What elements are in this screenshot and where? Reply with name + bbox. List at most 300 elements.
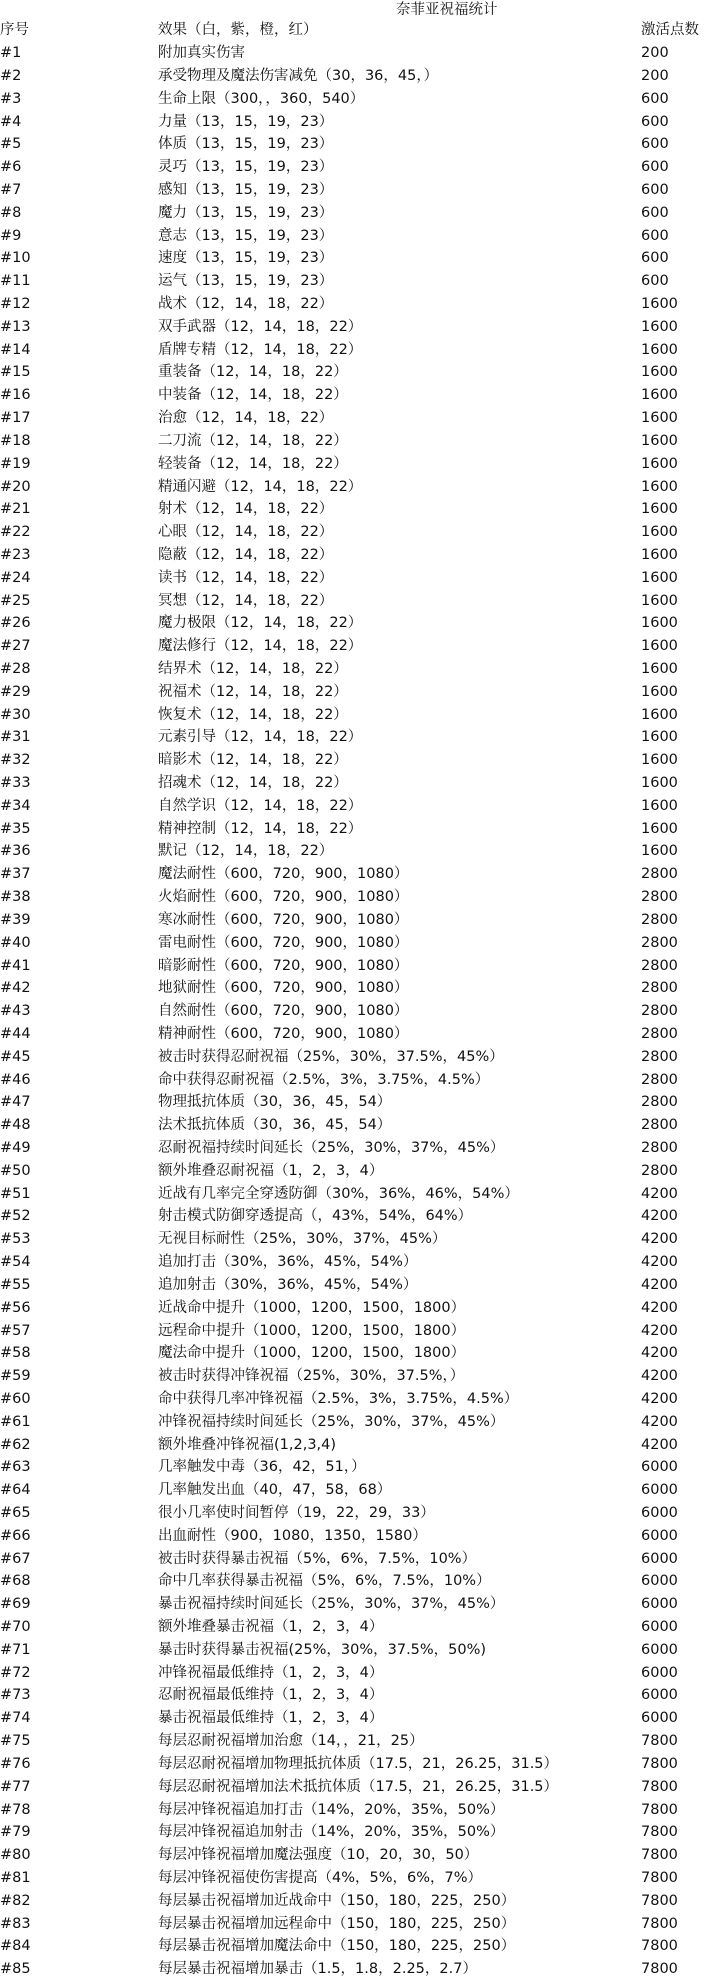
table-row [0, 498, 720, 521]
cell-points: 4200 [641, 1390, 678, 1407]
cell-points: 1600 [641, 592, 678, 609]
cell-points: 2800 [641, 1117, 678, 1134]
table-row [0, 1137, 720, 1160]
cell-points: 1600 [641, 661, 678, 677]
cell-points: 2800 [641, 889, 678, 906]
cell-points: 6000 [641, 1573, 678, 1590]
cell-points: 200 [641, 67, 669, 84]
cell-points: 2800 [641, 866, 678, 883]
cell-points: 7800 [641, 1961, 678, 1978]
cell-index: #26 [0, 615, 31, 632]
table-row [0, 247, 720, 270]
cell-effect: 力量（13，15，19，23） [158, 113, 334, 130]
cell-index: #28 [0, 661, 31, 677]
table-row [0, 1730, 720, 1753]
cell-effect: 忍耐祝福最低维持（1，2，3，4） [158, 1687, 384, 1704]
cell-effect: 法术抵抗体质（30，36，45，54） [158, 1117, 392, 1134]
cell-points: 7800 [641, 1847, 678, 1864]
cell-index: #17 [0, 410, 31, 427]
cell-points: 6000 [641, 1596, 678, 1613]
cell-points: 7800 [641, 1892, 678, 1909]
cell-points: 1600 [641, 683, 678, 700]
cell-effect: 射术（12，14，18，22） [158, 501, 334, 518]
cell-index: #24 [0, 569, 31, 586]
cell-effect: 附加真实伤害 [158, 45, 245, 62]
cell-points: 6000 [641, 1710, 678, 1727]
cell-effect: 忍耐祝福持续时间延长（25%，30%，37%，45%） [158, 1140, 505, 1156]
cell-points: 6000 [641, 1527, 678, 1544]
cell-index: #45 [0, 1048, 31, 1065]
cell-points: 7800 [641, 1733, 678, 1749]
table-row [0, 293, 720, 316]
table-row [0, 749, 720, 772]
cell-effect: 意志（13，15，19，23） [158, 227, 334, 244]
cell-points: 600 [641, 159, 669, 176]
cell-effect: 命中获得忍耐祝福（2.5%，3%，3.75%，4.5%） [158, 1071, 490, 1088]
cell-index: #42 [0, 980, 31, 997]
cell-points: 1600 [641, 797, 678, 814]
table-row [0, 726, 720, 749]
cell-points: 600 [641, 182, 669, 198]
cell-effect: 招魂术（12，14，18，22） [158, 775, 348, 791]
cell-index: #2 [0, 67, 22, 84]
cell-index: #81 [0, 1869, 31, 1886]
cell-effect: 射击模式防御穿透提高（，43%，54%，64%） [158, 1208, 473, 1225]
cell-index: #18 [0, 432, 31, 449]
cell-points: 1600 [641, 364, 678, 381]
table-row [0, 1776, 720, 1799]
table-row [0, 1069, 720, 1092]
cell-effect: 每层忍耐祝福增加物理抵抗体质（17.5，21，26.25，31.5） [158, 1755, 559, 1772]
cell-effect: 每层暴击祝福增加远程命中（150，180，225，250） [158, 1915, 516, 1932]
table-row [0, 430, 720, 453]
table-row [0, 1274, 720, 1297]
table-row [0, 612, 720, 635]
table-row [0, 1251, 720, 1274]
table-row [0, 1821, 720, 1844]
cell-points: 600 [641, 227, 669, 244]
cell-index: #38 [0, 889, 31, 906]
cell-index: #31 [0, 729, 31, 746]
cell-index: #77 [0, 1778, 31, 1795]
cell-index: #21 [0, 501, 31, 518]
table-row [0, 1707, 720, 1730]
cell-index: #13 [0, 318, 31, 335]
cell-index: #62 [0, 1436, 31, 1453]
table-row [0, 88, 720, 111]
cell-points: 1600 [641, 706, 678, 723]
cell-index: #39 [0, 911, 31, 928]
cell-index: #9 [0, 227, 22, 244]
cell-points: 200 [641, 45, 669, 62]
cell-effect: 被击时获得忍耐祝福（25%，30%，37.5%，45%） [158, 1048, 504, 1065]
table-row [0, 1456, 720, 1479]
cell-effect: 雷电耐性（600，720，900，1080） [158, 934, 409, 951]
table-row [0, 1616, 720, 1639]
table-row [0, 1434, 720, 1457]
cell-index: #71 [0, 1641, 31, 1658]
cell-index: #48 [0, 1117, 31, 1134]
table-row [0, 658, 720, 681]
cell-effect: 物理抵抗体质（30，36，45，54） [158, 1094, 392, 1111]
table-row [0, 1662, 720, 1685]
table-row [0, 179, 720, 202]
table-row [0, 1091, 720, 1114]
cell-points: 600 [641, 136, 669, 153]
cell-effect: 火焰耐性（600，720，900，1080） [158, 889, 409, 906]
cell-index: #33 [0, 775, 31, 791]
table-row [0, 909, 720, 932]
cell-effect: 默记（12，14，18，22） [158, 843, 334, 860]
cell-index: #55 [0, 1276, 31, 1293]
table-row [0, 635, 720, 658]
cell-index: #63 [0, 1459, 31, 1476]
table-row [0, 1183, 720, 1206]
cell-index: #83 [0, 1915, 31, 1932]
cell-effect: 远程命中提升（1000，1200，1500，1800） [158, 1322, 466, 1339]
table-row [0, 1593, 720, 1616]
cell-index: #57 [0, 1322, 31, 1339]
cell-effect: 双手武器（12，14，18，22） [158, 318, 363, 335]
cell-points: 7800 [641, 1869, 678, 1886]
cell-index: #7 [0, 182, 22, 198]
cell-points: 4200 [641, 1413, 678, 1430]
cell-points: 2800 [641, 1048, 678, 1065]
cell-points: 6000 [641, 1664, 678, 1681]
cell-index: #35 [0, 820, 31, 837]
table-row [0, 133, 720, 156]
cell-effect: 精神控制（12，14，18，22） [158, 820, 363, 837]
table-row [0, 111, 720, 134]
cell-effect: 命中获得几率冲锋祝福（2.5%，3%，3.75%，4.5%） [158, 1390, 519, 1407]
cell-index: #53 [0, 1231, 31, 1248]
table-row [0, 1205, 720, 1228]
table-row [0, 202, 720, 225]
cell-index: #19 [0, 455, 31, 472]
cell-effect: 运气（13，15，19，23） [158, 273, 334, 290]
cell-index: #1 [0, 45, 22, 62]
cell-effect: 祝福术（12，14，18，22） [158, 683, 348, 700]
cell-effect: 魔法修行（12，14，18，22） [158, 638, 363, 655]
cell-index: #11 [0, 273, 31, 290]
cell-points: 4200 [641, 1276, 678, 1293]
cell-points: 7800 [641, 1801, 678, 1818]
table-row [0, 42, 720, 65]
cell-effect: 读书（12，14，18，22） [158, 569, 334, 586]
cell-points: 1600 [641, 843, 678, 860]
cell-points: 4200 [641, 1368, 678, 1385]
cell-effect: 二刀流（12，14，18，22） [158, 432, 348, 449]
table-row [0, 521, 720, 544]
cell-points: 4200 [641, 1299, 678, 1316]
cell-index: #70 [0, 1619, 31, 1635]
cell-effect: 几率触发出血（40，47，58，68） [158, 1482, 392, 1499]
cell-points: 2800 [641, 957, 678, 974]
table-title: 奈菲亚祝福统计 [396, 2, 498, 18]
cell-effect: 冥想（12，14，18，22） [158, 592, 334, 609]
table-row [0, 1639, 720, 1662]
cell-points: 1600 [641, 455, 678, 472]
cell-points: 4200 [641, 1185, 678, 1202]
table-row [0, 1023, 720, 1046]
cell-effect: 暴击时获得暴击祝福(25%，30%，37.5%，50%) [158, 1641, 487, 1658]
cell-index: #37 [0, 866, 31, 883]
cell-effect: 结界术（12，14，18，22） [158, 661, 348, 677]
cell-points: 1600 [641, 638, 678, 655]
cell-points: 7800 [641, 1915, 678, 1932]
cell-index: #10 [0, 250, 31, 267]
table-row [0, 1388, 720, 1411]
table-row [0, 1160, 720, 1183]
table-row [0, 1548, 720, 1571]
table-row [0, 1365, 720, 1388]
table-row [0, 567, 720, 590]
table-row [0, 1000, 720, 1023]
cell-effect: 战术（12，14，18，22） [158, 296, 334, 312]
cell-points: 1600 [641, 615, 678, 632]
cell-points: 1600 [641, 341, 678, 358]
cell-effect: 暗影耐性（600，720，900，1080） [158, 957, 409, 974]
table-row [0, 1570, 720, 1593]
cell-index: #32 [0, 752, 31, 769]
cell-effect: 精通闪避（12，14，18，22） [158, 478, 363, 495]
table-row [0, 590, 720, 613]
cell-points: 4200 [641, 1436, 678, 1453]
table-row [0, 1525, 720, 1548]
cell-index: #65 [0, 1504, 31, 1521]
cell-effect: 轻装备（12，14，18，22） [158, 455, 348, 472]
cell-index: #22 [0, 524, 31, 541]
cell-index: #30 [0, 706, 31, 723]
cell-index: #67 [0, 1550, 31, 1567]
cell-index: #20 [0, 478, 31, 495]
cell-index: #15 [0, 364, 31, 381]
cell-index: #29 [0, 683, 31, 700]
cell-index: #50 [0, 1162, 31, 1179]
table-row [0, 1753, 720, 1776]
cell-effect: 体质（13，15，19，23） [158, 136, 334, 153]
cell-effect: 每层冲锋祝福增加魔法强度（10，20，30，50） [158, 1847, 479, 1864]
table-row [0, 977, 720, 1000]
table-row [0, 932, 720, 955]
cell-effect: 灵巧（13，15，19，23） [158, 159, 334, 176]
table-row [0, 1799, 720, 1822]
table-row [0, 270, 720, 293]
cell-index: #78 [0, 1801, 31, 1818]
cell-effect: 地狱耐性（600，720，900，1080） [158, 980, 409, 997]
cell-effect: 感知（13，15，19，23） [158, 182, 334, 198]
cell-index: #14 [0, 341, 31, 358]
cell-points: 6000 [641, 1459, 678, 1476]
cell-index: #64 [0, 1482, 31, 1499]
cell-points: 1600 [641, 410, 678, 427]
cell-effect: 追加打击（30%，36%，45%，54%） [158, 1254, 418, 1270]
header-points: 激活点数 [641, 22, 699, 38]
cell-points: 600 [641, 273, 669, 290]
cell-points: 7800 [641, 1938, 678, 1955]
cell-index: #44 [0, 1025, 31, 1042]
cell-effect: 生命上限（300，，360，540） [158, 90, 365, 107]
table-row [0, 1844, 720, 1867]
cell-points: 1600 [641, 501, 678, 518]
cell-index: #43 [0, 1003, 31, 1020]
table-row [0, 863, 720, 886]
cell-index: #76 [0, 1755, 31, 1772]
cell-points: 7800 [641, 1755, 678, 1772]
cell-index: #61 [0, 1413, 31, 1430]
table-row [0, 704, 720, 727]
cell-index: #34 [0, 797, 31, 814]
header-row [0, 19, 720, 42]
cell-points: 2800 [641, 1071, 678, 1088]
cell-points: 6000 [641, 1619, 678, 1635]
table-row [0, 384, 720, 407]
cell-effect: 每层冲锋祝福追加射击（14%，20%，35%，50%） [158, 1824, 505, 1841]
table-row [0, 225, 720, 248]
cell-index: #5 [0, 136, 22, 153]
table-row [0, 772, 720, 795]
cell-index: #79 [0, 1824, 31, 1841]
header-effect: 效果（白，紫，橙，红） [158, 22, 318, 38]
cell-effect: 无视目标耐性（25%，30%，37%，45%） [158, 1231, 447, 1248]
cell-index: #82 [0, 1892, 31, 1909]
cell-points: 4200 [641, 1345, 678, 1362]
cell-points: 1600 [641, 318, 678, 335]
cell-effect: 暗影术（12，14，18，22） [158, 752, 348, 769]
cell-index: #16 [0, 387, 31, 404]
table-row [0, 1913, 720, 1936]
table-row [0, 840, 720, 863]
table-row [0, 453, 720, 476]
table-row [0, 1479, 720, 1502]
cell-points: 600 [641, 113, 669, 130]
cell-effect: 寒冰耐性（600，720，900，1080） [158, 911, 409, 928]
cell-effect: 盾牌专精（12，14，18，22） [158, 341, 363, 358]
table-row [0, 156, 720, 179]
cell-effect: 每层暴击祝福增加近战命中（150，180，225，250） [158, 1892, 516, 1909]
table-row [0, 1297, 720, 1320]
cell-effect: 命中几率获得暴击祝福（5%，6%，7.5%，10%） [158, 1573, 491, 1590]
cell-effect: 魔法耐性（600，720，900，1080） [158, 866, 409, 883]
cell-index: #8 [0, 204, 22, 221]
cell-points: 1600 [641, 820, 678, 837]
table-row [0, 407, 720, 430]
table-row [0, 1867, 720, 1890]
cell-effect: 额外堆叠暴击祝福（1，2，3，4） [158, 1619, 384, 1635]
cell-effect: 很小几率使时间暂停（19，22，29，33） [158, 1504, 435, 1521]
cell-index: #52 [0, 1208, 31, 1225]
cell-effect: 暴击祝福最低维持（1，2，3，4） [158, 1710, 384, 1727]
cell-points: 1600 [641, 478, 678, 495]
cell-index: #49 [0, 1140, 31, 1156]
cell-points: 2800 [641, 934, 678, 951]
table-row [0, 1935, 720, 1958]
cell-points: 2800 [641, 980, 678, 997]
cell-points: 6000 [641, 1550, 678, 1567]
table-row [0, 1228, 720, 1251]
cell-index: #85 [0, 1961, 31, 1978]
cell-index: #3 [0, 90, 22, 107]
table-row [0, 1958, 720, 1981]
cell-index: #59 [0, 1368, 31, 1385]
cell-effect: 治愈（12，14，18，22） [158, 410, 334, 427]
cell-index: #72 [0, 1664, 31, 1681]
cell-effect: 被击时获得冲锋祝福（25%，30%，37.5%，） [158, 1368, 465, 1385]
table-row [0, 316, 720, 339]
cell-index: #41 [0, 957, 31, 974]
cell-points: 6000 [641, 1482, 678, 1499]
cell-effect: 魔力（13，15，19，23） [158, 204, 334, 221]
table-row [0, 361, 720, 384]
cell-points: 1600 [641, 752, 678, 769]
table-row [0, 1411, 720, 1434]
cell-index: #84 [0, 1938, 31, 1955]
table-row [0, 681, 720, 704]
cell-effect: 冲锋祝福最低维持（1，2，3，4） [158, 1664, 384, 1681]
cell-index: #27 [0, 638, 31, 655]
table-row [0, 1342, 720, 1365]
cell-effect: 每层暴击祝福增加魔法命中（150，180，225，250） [158, 1938, 516, 1955]
cell-points: 2800 [641, 1094, 678, 1111]
cell-effect: 每层暴击祝福增加暴击（1.5，1.8，2.25，2.7） [158, 1961, 477, 1978]
cell-effect: 精神耐性（600，720，900，1080） [158, 1025, 409, 1042]
cell-points: 1600 [641, 569, 678, 586]
cell-effect: 自然学识（12，14，18，22） [158, 797, 363, 814]
cell-effect: 元素引导（12，14，18，22） [158, 729, 363, 746]
cell-index: #68 [0, 1573, 31, 1590]
cell-effect: 每层冲锋祝福追加打击（14%，20%，35%，50%） [158, 1801, 505, 1818]
cell-points: 1600 [641, 296, 678, 312]
cell-effect: 每层忍耐祝福增加法术抵抗体质（17.5，21，26.25，31.5） [158, 1778, 559, 1795]
cell-index: #56 [0, 1299, 31, 1316]
cell-index: #73 [0, 1687, 31, 1704]
cell-points: 4200 [641, 1322, 678, 1339]
cell-index: #80 [0, 1847, 31, 1864]
table-row [0, 1684, 720, 1707]
cell-effect: 每层忍耐祝福增加治愈（14，，21，25） [158, 1733, 424, 1749]
cell-points: 600 [641, 90, 669, 107]
cell-points: 4200 [641, 1231, 678, 1248]
cell-points: 7800 [641, 1778, 678, 1795]
cell-points: 1600 [641, 387, 678, 404]
table-row [0, 476, 720, 499]
cell-effect: 魔法命中提升（1000，1200，1500，1800） [158, 1345, 466, 1362]
cell-index: #51 [0, 1185, 31, 1202]
cell-effect: 冲锋祝福持续时间延长（25%，30%，37%，45%） [158, 1413, 505, 1430]
table-row [0, 65, 720, 88]
cell-effect: 速度（13，15，19，23） [158, 250, 334, 267]
cell-points: 1600 [641, 729, 678, 746]
cell-index: #46 [0, 1071, 31, 1088]
cell-effect: 几率触发中毒（36，42，51，） [158, 1459, 366, 1476]
cell-points: 6000 [641, 1687, 678, 1704]
cell-index: #58 [0, 1345, 31, 1362]
cell-effect: 中装备（12，14，18，22） [158, 387, 348, 404]
cell-effect: 心眼（12，14，18，22） [158, 524, 334, 541]
cell-index: #69 [0, 1596, 31, 1613]
cell-points: 1600 [641, 775, 678, 791]
cell-points: 1600 [641, 432, 678, 449]
cell-index: #75 [0, 1733, 31, 1749]
table-row [0, 955, 720, 978]
cell-effect: 承受物理及魔法伤害减免（30，36，45，） [158, 67, 439, 84]
table-row [0, 886, 720, 909]
cell-index: #4 [0, 113, 22, 130]
cell-effect: 近战命中提升（1000，1200，1500，1800） [158, 1299, 466, 1316]
table-row [0, 818, 720, 841]
cell-effect: 每层冲锋祝福使伤害提高（4%，5%，6%，7%） [158, 1869, 483, 1886]
cell-points: 2800 [641, 1162, 678, 1179]
